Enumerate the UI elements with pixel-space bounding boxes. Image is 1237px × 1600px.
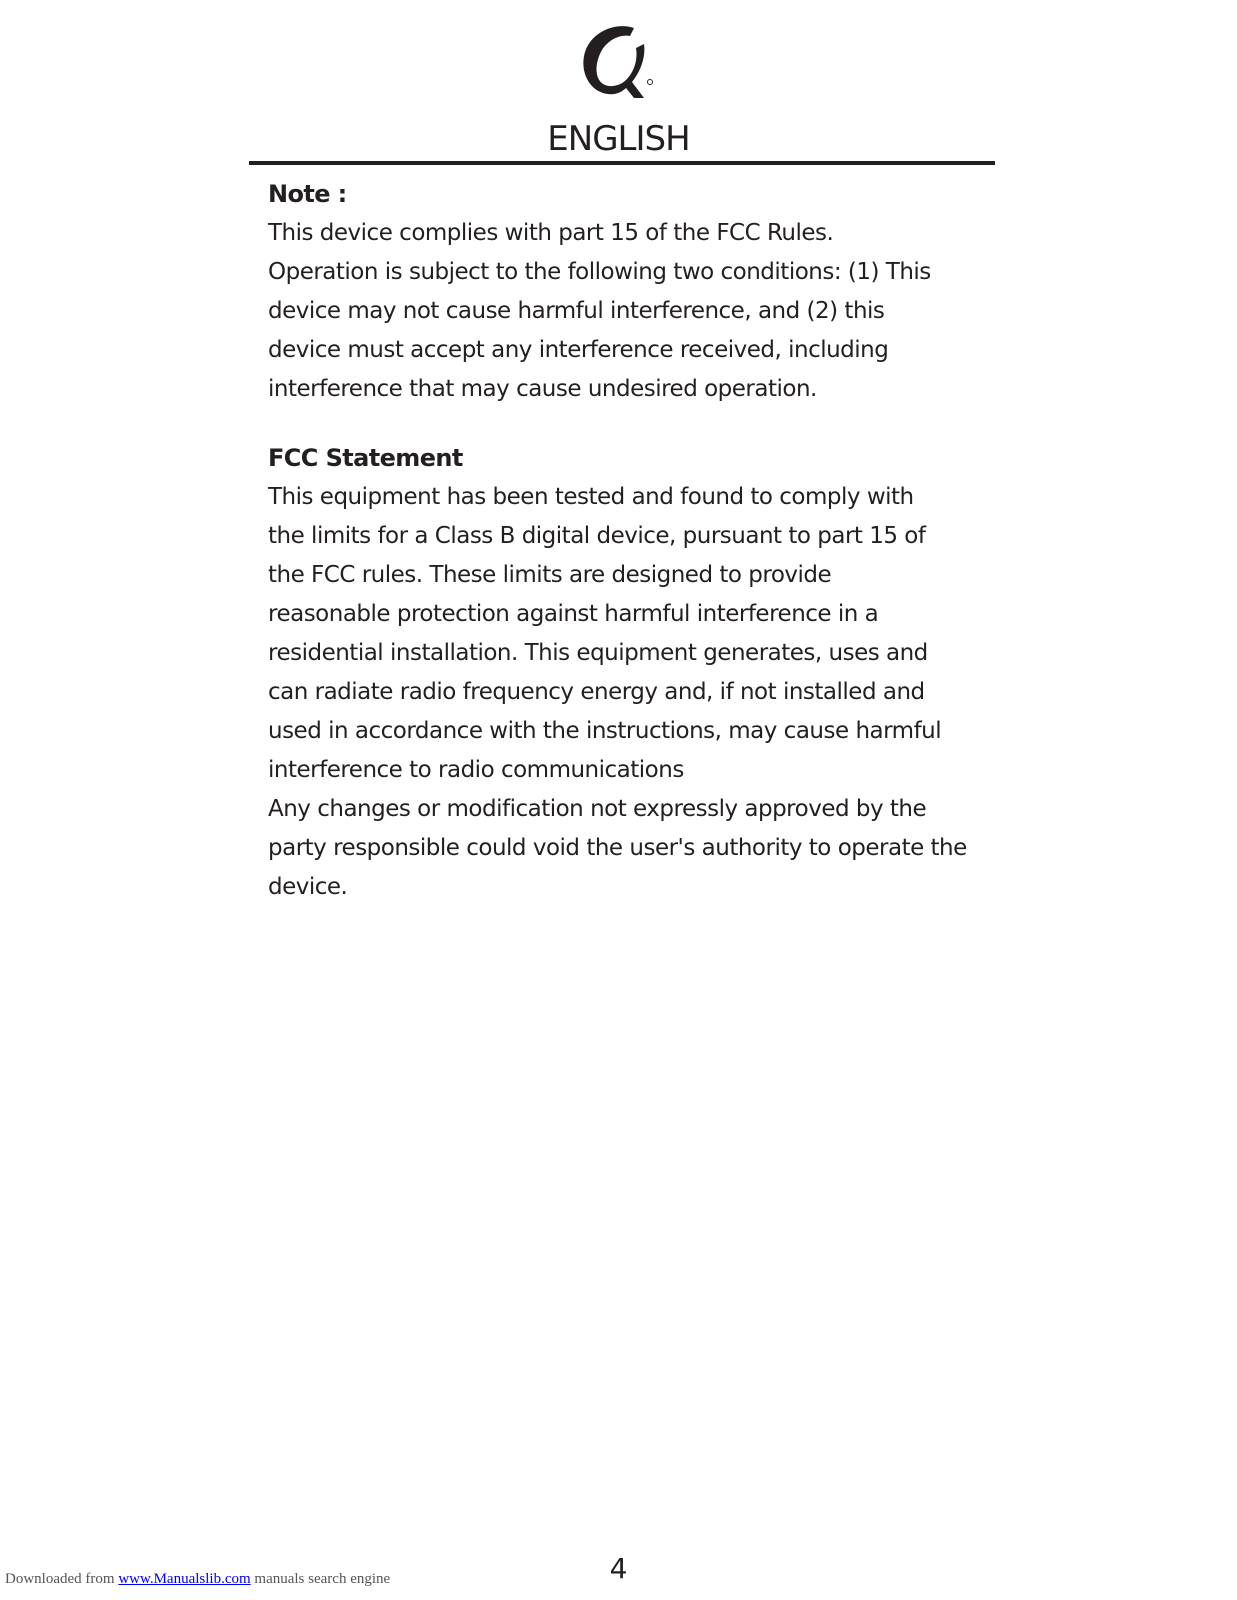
note-title: Note :: [268, 180, 347, 208]
fcc-line: the FCC rules. These limits are designed to provide: [268, 562, 832, 588]
footer-prefix: Downloaded from: [5, 1571, 119, 1587]
q-brand-logo-icon: [578, 22, 658, 100]
fcc-line: interference to radio communications: [268, 757, 684, 783]
fcc-statement-title: FCC Statement: [268, 444, 463, 472]
header-divider: [249, 161, 995, 165]
note-line: interference that may cause undesired operation.: [268, 376, 817, 402]
note-line: This device complies with part 15 of the FCC Rules.: [268, 220, 834, 246]
language-heading: ENGLISH: [547, 119, 690, 159]
fcc-statement-section: [268, 439, 1003, 907]
note-line: device must accept any interference received, including: [268, 337, 889, 363]
fcc-line: used in accordance with the instructions, may cause harmful: [268, 718, 942, 744]
document-body: [268, 175, 1003, 907]
page-number: 4: [609, 1552, 628, 1585]
fcc-line: residential installation. This equipment generates, uses and: [268, 640, 928, 666]
fcc-line: This equipment has been tested and found to comply with: [268, 484, 914, 510]
footer-suffix: manuals search engine: [250, 1571, 391, 1587]
download-footer: [5, 1571, 390, 1588]
note-section: [268, 175, 1003, 409]
fcc-line: Any changes or modification not expressly approved by the: [268, 796, 927, 822]
note-line: Operation is subject to the following two conditions: (1) This: [268, 259, 931, 285]
fcc-line: party responsible could void the user's authority to operate the: [268, 835, 967, 861]
fcc-line: reasonable protection against harmful interference in a: [268, 601, 879, 627]
note-line: device may not cause harmful interference, and (2) this: [268, 298, 885, 324]
manualslib-link[interactable]: www.Manualslib.com: [118, 1571, 251, 1587]
fcc-line: device.: [268, 874, 348, 900]
fcc-line: can radiate radio frequency energy and, if not installed and: [268, 679, 925, 705]
fcc-line: the limits for a Class B digital device, pursuant to part 15 of: [268, 523, 926, 549]
